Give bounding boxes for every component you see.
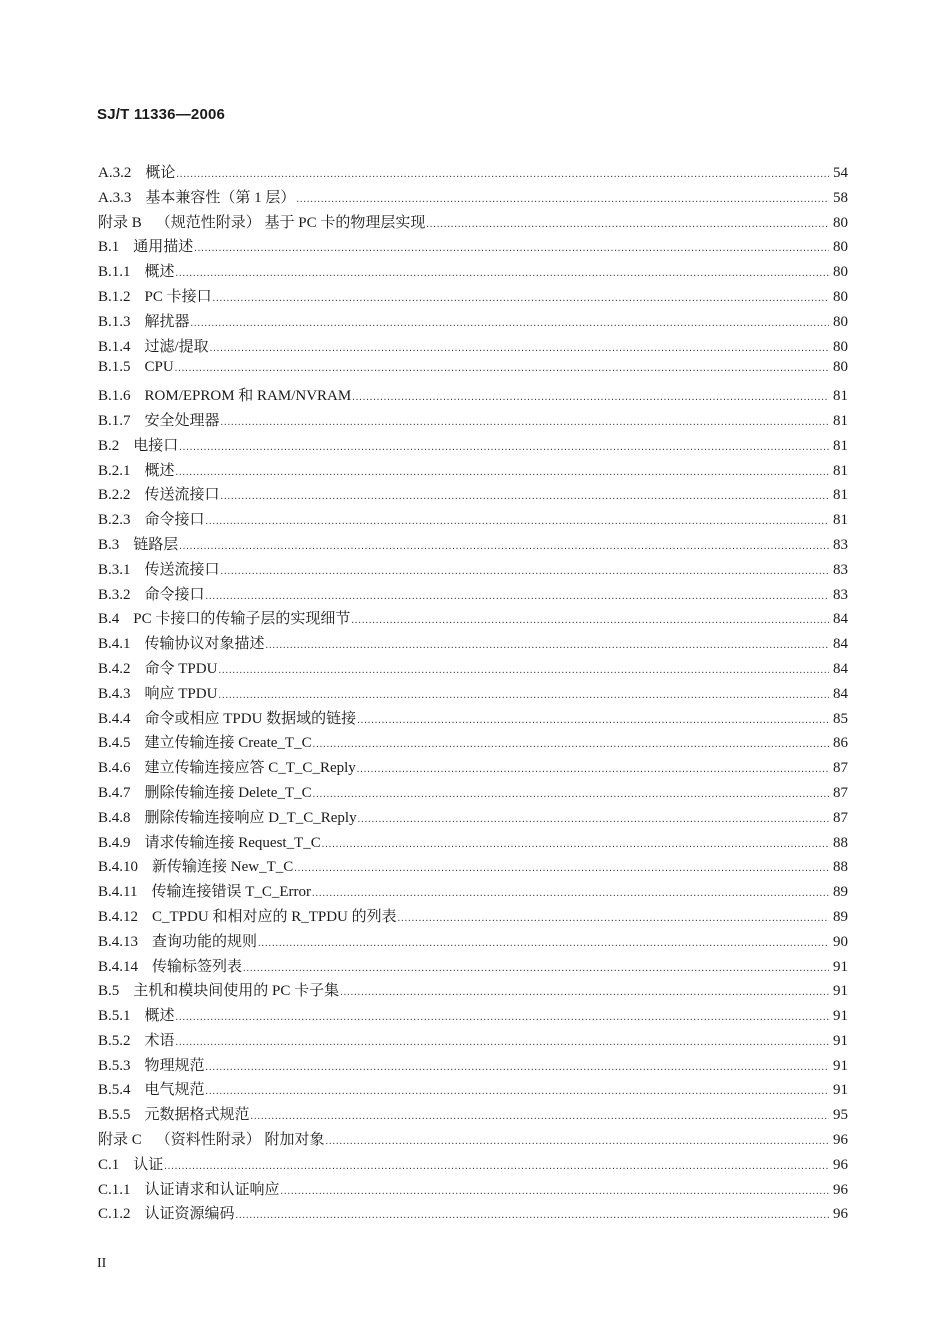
- toc-entry-title: 新传输连接 New_T_C: [152, 859, 294, 876]
- toc-entry-page: 96: [833, 1156, 848, 1173]
- toc-entry-page: 80: [833, 338, 848, 355]
- toc-entry[interactable]: [98, 186, 848, 211]
- toc-entry-page: 95: [833, 1107, 848, 1124]
- table-of-contents: [98, 161, 848, 1227]
- dot-leader: [312, 888, 829, 899]
- toc-entry-number: B.4.6: [98, 760, 131, 777]
- dot-leader: [175, 363, 829, 374]
- toc-entry[interactable]: [98, 583, 848, 608]
- toc-entry-title: 删除传输连接 Delete_T_C: [144, 784, 312, 801]
- toc-entry[interactable]: [98, 657, 848, 682]
- toc-entry-title: 主机和模块间使用的 PC 卡子集: [133, 983, 340, 1000]
- toc-entry-title: 命令 TPDU: [144, 660, 218, 677]
- toc-entry-page: 84: [833, 611, 848, 628]
- toc-entry[interactable]: [98, 1202, 848, 1227]
- toc-entry-number: B.5.3: [98, 1057, 131, 1074]
- toc-entry[interactable]: [98, 831, 848, 856]
- toc-entry-number: 附录 C: [98, 1132, 142, 1149]
- toc-entry-page: 81: [833, 437, 848, 454]
- dot-leader: [258, 938, 829, 949]
- dot-leader: [322, 839, 829, 850]
- toc-entry-title: 概述: [144, 462, 175, 479]
- toc-entry[interactable]: [98, 558, 848, 583]
- dot-leader: [176, 169, 829, 180]
- toc-entry-title: 传输标签列表: [152, 958, 243, 975]
- toc-entry[interactable]: [98, 434, 848, 459]
- toc-entry-title: 查询功能的规则: [152, 933, 258, 950]
- toc-entry[interactable]: [98, 359, 848, 384]
- toc-entry[interactable]: [98, 682, 848, 707]
- toc-entry-title: 物理规范: [144, 1057, 205, 1074]
- toc-entry-title: PC 卡接口: [144, 288, 212, 305]
- dot-leader: [210, 343, 829, 354]
- toc-entry-title: 建立传输连接应答 C_T_C_Reply: [144, 760, 356, 777]
- dot-leader: [218, 690, 829, 701]
- dot-leader: [179, 442, 829, 453]
- dot-leader: [164, 1161, 829, 1172]
- toc-entry-number: B.5.1: [98, 1008, 131, 1025]
- toc-entry-page: 85: [833, 710, 848, 727]
- dot-leader: [340, 987, 829, 998]
- toc-entry-number: C.1.1: [98, 1181, 131, 1198]
- dot-leader: [294, 863, 829, 874]
- toc-entry-number: B.4.1: [98, 636, 131, 653]
- toc-entry-title: 认证请求和认证响应: [144, 1181, 280, 1198]
- toc-entry[interactable]: [98, 955, 848, 980]
- toc-entry[interactable]: [98, 1078, 848, 1103]
- dot-leader: [194, 243, 829, 254]
- toc-entry-number: B.4.2: [98, 660, 131, 677]
- toc-entry[interactable]: [98, 731, 848, 756]
- toc-entry[interactable]: [98, 756, 848, 781]
- toc-entry[interactable]: [98, 310, 848, 335]
- toc-entry-number: B.4.4: [98, 710, 131, 727]
- toc-entry-page: 80: [833, 313, 848, 330]
- toc-entry-number: B.1.6: [98, 388, 131, 405]
- toc-entry-page: 89: [833, 884, 848, 901]
- toc-entry[interactable]: [98, 1103, 848, 1128]
- toc-entry-title: 解扰器: [144, 313, 190, 330]
- toc-entry[interactable]: [98, 930, 848, 955]
- toc-entry-number: B.2.2: [98, 487, 131, 504]
- toc-entry-title: 传输连接错误 T_C_Error: [151, 884, 312, 901]
- toc-entry-title: 过滤/提取: [144, 338, 209, 355]
- toc-entry-title: 概论: [145, 165, 176, 181]
- toc-entry-number: B.2: [98, 437, 120, 454]
- toc-entry-page: 96: [833, 1132, 848, 1149]
- toc-entry[interactable]: [98, 508, 848, 533]
- dot-leader: [243, 963, 829, 974]
- toc-entry[interactable]: [98, 459, 848, 484]
- toc-entry[interactable]: [98, 880, 848, 905]
- toc-entry[interactable]: [98, 1153, 848, 1178]
- toc-entry-title: 术语: [144, 1032, 175, 1049]
- toc-entry-number: B.4.9: [98, 834, 131, 851]
- toc-entry[interactable]: [98, 979, 848, 1004]
- toc-entry-title: 认证: [133, 1156, 164, 1173]
- toc-entry-page: 84: [833, 660, 848, 677]
- toc-entry-page: 80: [833, 214, 848, 231]
- dot-leader: [221, 417, 829, 428]
- toc-entry[interactable]: [98, 1054, 848, 1079]
- toc-entry-title: 响应 TPDU: [144, 685, 218, 702]
- toc-entry-number: B.3.2: [98, 586, 131, 603]
- toc-entry[interactable]: [98, 533, 848, 558]
- dot-leader: [206, 1062, 829, 1073]
- dot-leader: [358, 814, 829, 825]
- toc-entry-page: 84: [833, 685, 848, 702]
- toc-entry-number: B.5.5: [98, 1107, 131, 1124]
- toc-entry-title: 电气规范: [144, 1082, 205, 1099]
- toc-entry-title: ROM/EPROM 和 RAM/NVRAM: [144, 388, 352, 405]
- toc-entry-title: PC 卡接口的传输子层的实现细节: [133, 611, 351, 628]
- toc-entry-title: 命令或相应 TPDU 数据域的链接: [144, 710, 357, 727]
- toc-entry-number: B.2.1: [98, 462, 131, 479]
- toc-entry-page: 88: [833, 859, 848, 876]
- toc-entry[interactable]: [98, 607, 848, 632]
- toc-entry-page: 58: [833, 189, 848, 206]
- dot-leader: [398, 913, 829, 924]
- toc-entry-title: 基本兼容性（第 1 层）: [145, 189, 296, 206]
- dot-leader: [206, 516, 829, 527]
- toc-entry-number: B.1.2: [98, 288, 131, 305]
- toc-entry-page: 89: [833, 908, 848, 925]
- toc-entry-title: 电接口: [133, 437, 179, 454]
- dot-leader: [221, 491, 829, 502]
- dot-leader: [176, 467, 829, 478]
- document-id-header: SJ/T 11336—2006: [97, 106, 226, 123]
- dot-leader: [251, 1111, 829, 1122]
- toc-entry-page: 83: [833, 536, 848, 553]
- toc-entry-number: C.1: [98, 1156, 120, 1173]
- toc-entry-page: 91: [833, 983, 848, 1000]
- toc-entry-title: 概述: [144, 264, 175, 281]
- toc-entry-title: 命令接口: [144, 512, 205, 529]
- toc-entry-number: B.1.1: [98, 264, 131, 281]
- toc-entry-page: 81: [833, 412, 848, 429]
- toc-entry-number: 附录 B: [98, 214, 142, 231]
- toc-entry[interactable]: [98, 161, 848, 186]
- dot-leader: [176, 1012, 829, 1023]
- toc-entry[interactable]: [98, 632, 848, 657]
- dot-leader: [206, 1086, 829, 1097]
- dot-leader: [326, 1136, 829, 1147]
- toc-entry[interactable]: [98, 211, 848, 236]
- toc-entry-title: 传送流接口: [144, 487, 220, 504]
- dot-leader: [313, 739, 829, 750]
- toc-entry-number: B.1.5: [98, 359, 131, 376]
- toc-entry[interactable]: [98, 707, 848, 732]
- toc-entry-title: （资料性附录） 附加对象: [155, 1132, 325, 1149]
- toc-entry-number: C.1.2: [98, 1206, 131, 1223]
- toc-entry-number: B.1.3: [98, 313, 131, 330]
- toc-entry[interactable]: [98, 285, 848, 310]
- dot-leader: [191, 318, 829, 329]
- toc-entry-number: A.3.2: [98, 165, 132, 181]
- toc-entry-number: B.4.3: [98, 685, 131, 702]
- toc-entry-number: B.1.4: [98, 338, 131, 355]
- toc-entry-number: A.3.3: [98, 189, 132, 206]
- page-number-footer: II: [97, 1256, 107, 1271]
- toc-entry-page: 81: [833, 462, 848, 479]
- toc-entry[interactable]: [98, 1128, 848, 1153]
- dot-leader: [176, 268, 829, 279]
- toc-entry[interactable]: [98, 260, 848, 285]
- toc-entry-number: B.4.5: [98, 735, 131, 752]
- toc-entry-page: 91: [833, 1057, 848, 1074]
- dot-leader: [426, 219, 829, 230]
- toc-entry-title: 认证资源编码: [144, 1206, 235, 1223]
- toc-entry-number: B.4.10: [98, 859, 139, 876]
- dot-leader: [221, 566, 829, 577]
- toc-entry-page: 84: [833, 636, 848, 653]
- toc-entry[interactable]: [98, 384, 848, 409]
- toc-entry-number: B.3.1: [98, 561, 131, 578]
- toc-entry-title: C_TPDU 和相对应的 R_TPDU 的列表: [152, 908, 397, 925]
- toc-entry-title: CPU: [144, 359, 174, 376]
- toc-entry-number: B.1: [98, 239, 120, 256]
- toc-entry-page: 90: [833, 933, 848, 950]
- toc-entry-page: 80: [833, 239, 848, 256]
- toc-entry-page: 81: [833, 512, 848, 529]
- toc-entry-page: 96: [833, 1206, 848, 1223]
- toc-entry-title: 安全处理器: [144, 412, 220, 429]
- toc-entry[interactable]: [98, 781, 848, 806]
- toc-entry-page: 91: [833, 1008, 848, 1025]
- toc-entry-title: 通用描述: [133, 239, 194, 256]
- toc-entry-title: 建立传输连接 Create_T_C: [144, 735, 312, 752]
- toc-entry[interactable]: [98, 1029, 848, 1054]
- toc-entry[interactable]: [98, 409, 848, 434]
- dot-leader: [352, 392, 829, 403]
- toc-entry[interactable]: [98, 235, 848, 260]
- toc-entry-page: 91: [833, 1082, 848, 1099]
- toc-entry-page: 96: [833, 1181, 848, 1198]
- toc-entry-title: 元数据格式规范: [144, 1107, 250, 1124]
- toc-entry-number: B.4.8: [98, 809, 131, 826]
- toc-entry[interactable]: [98, 1004, 848, 1029]
- toc-entry[interactable]: [98, 806, 848, 831]
- toc-entry[interactable]: [98, 483, 848, 508]
- dot-leader: [296, 194, 829, 205]
- toc-entry-page: 86: [833, 735, 848, 752]
- toc-entry-number: B.4.11: [98, 884, 138, 901]
- toc-entry-page: 87: [833, 809, 848, 826]
- toc-entry-page: 87: [833, 784, 848, 801]
- toc-entry-number: B.5.4: [98, 1082, 131, 1099]
- toc-entry[interactable]: [98, 905, 848, 930]
- toc-entry-number: B.3: [98, 536, 120, 553]
- toc-entry-number: B.4.12: [98, 908, 139, 925]
- toc-entry-title: 删除传输连接响应 D_T_C_Reply: [144, 809, 357, 826]
- toc-entry-number: B.5: [98, 983, 120, 1000]
- toc-entry[interactable]: [98, 855, 848, 880]
- dot-leader: [357, 764, 829, 775]
- toc-entry-title: 概述: [144, 1008, 175, 1025]
- toc-entry-number: B.4.14: [98, 958, 139, 975]
- toc-entry-title: 链路层: [133, 536, 179, 553]
- dot-leader: [281, 1186, 829, 1197]
- dot-leader: [236, 1210, 829, 1221]
- toc-entry-number: B.5.2: [98, 1032, 131, 1049]
- toc-entry-page: 91: [833, 958, 848, 975]
- dot-leader: [176, 1037, 829, 1048]
- toc-entry[interactable]: [98, 335, 848, 360]
- toc-entry-page: 80: [833, 359, 848, 376]
- toc-entry-number: B.4.13: [98, 933, 139, 950]
- toc-entry-title: （规范性附录） 基于 PC 卡的物理层实现: [155, 214, 426, 231]
- toc-entry-number: B.4.7: [98, 784, 131, 801]
- toc-entry-number: B.4: [98, 611, 120, 628]
- toc-entry-page: 88: [833, 834, 848, 851]
- toc-entry-page: 91: [833, 1032, 848, 1049]
- toc-entry-title: 命令接口: [144, 586, 205, 603]
- toc-entry-page: 83: [833, 561, 848, 578]
- toc-entry-page: 54: [833, 165, 848, 181]
- toc-entry-title: 传输协议对象描述: [144, 636, 265, 653]
- toc-entry-title: 传送流接口: [144, 561, 220, 578]
- toc-entry[interactable]: [98, 1178, 848, 1203]
- toc-entry-title: 请求传输连接 Request_T_C: [144, 834, 321, 851]
- toc-entry-page: 87: [833, 760, 848, 777]
- dot-leader: [179, 541, 829, 552]
- toc-entry-number: B.2.3: [98, 512, 131, 529]
- toc-entry-page: 80: [833, 288, 848, 305]
- toc-entry-page: 83: [833, 586, 848, 603]
- toc-entry-page: 81: [833, 487, 848, 504]
- toc-entry-page: 81: [833, 388, 848, 405]
- toc-entry-page: 80: [833, 264, 848, 281]
- dot-leader: [313, 789, 829, 800]
- dot-leader: [213, 293, 829, 304]
- dot-leader: [206, 591, 829, 602]
- dot-leader: [266, 640, 829, 651]
- dot-leader: [351, 615, 829, 626]
- toc-entry-number: B.1.7: [98, 412, 131, 429]
- dot-leader: [357, 715, 829, 726]
- dot-leader: [218, 665, 829, 676]
